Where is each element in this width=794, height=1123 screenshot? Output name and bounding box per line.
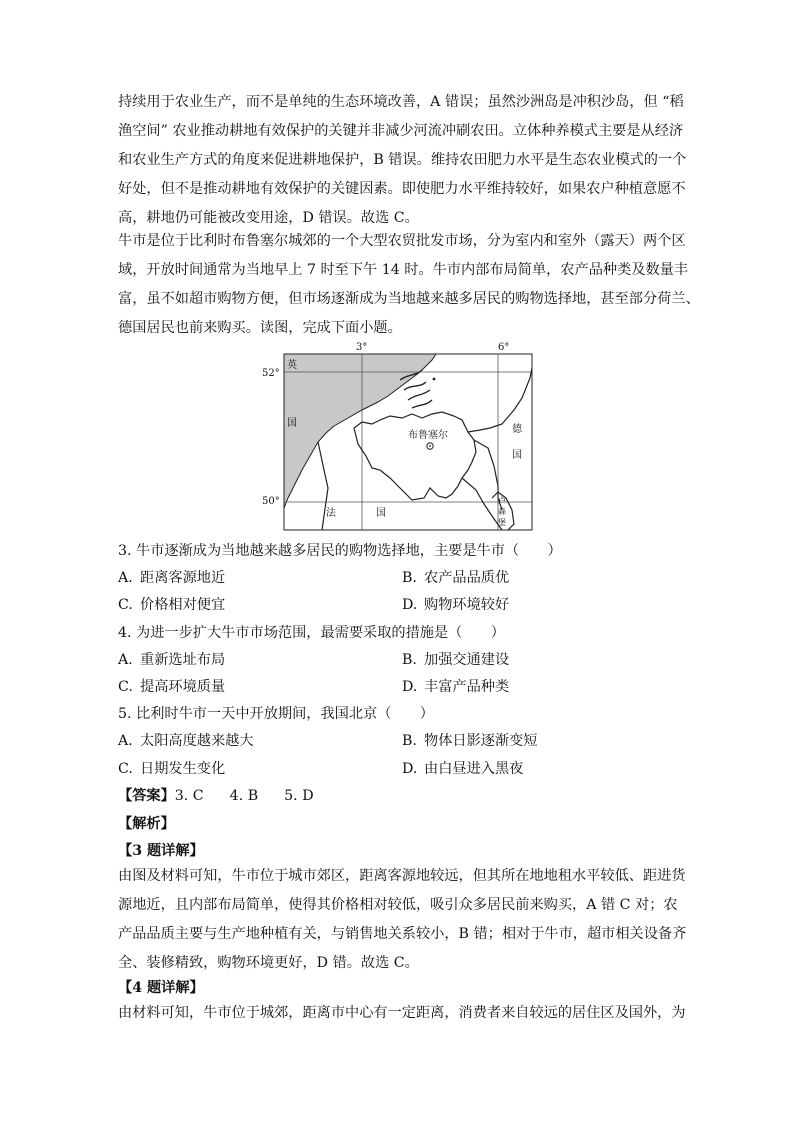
question-3-option-c — [118, 594, 225, 616]
capital-dot — [429, 445, 431, 447]
answer-label: 【答案】 — [118, 788, 175, 804]
question-5-option-b — [402, 730, 538, 752]
option-letter: B. — [402, 733, 417, 749]
belgium-map — [262, 338, 552, 538]
text-line: 牛市是位于比利时布鲁塞尔城郊的一个大型农贸批发市场，分为室内和室外（露天）两个区 — [118, 233, 686, 249]
option-text: 物体日影逐渐变短 — [424, 733, 538, 749]
q3-detail-text — [118, 862, 687, 978]
question-3-stem: 3. 牛市逐渐成为当地越来越多居民的购物选择地，主要是牛市（ ） — [118, 543, 562, 559]
question-5-stem: 5. 比利时牛市一天中开放期间，我国北京（ ） — [118, 706, 434, 722]
text-line: 由图及材料可知，牛市位于城市郊区，距离客源地较远，但其所在地地租水平较低、距进货 — [118, 868, 686, 884]
text-line: 和农业生产方式的角度来促进耕地保护，B 错误。维持农田肥力水平是生态农业模式的一个 — [118, 152, 687, 168]
option-letter: C. — [118, 679, 133, 695]
option-text: 购物环境较好 — [424, 597, 510, 613]
germany-label-2: 国 — [512, 450, 522, 461]
question-4-option-a — [118, 649, 225, 671]
option-letter: A. — [118, 570, 133, 586]
text-line: 持续用于农业生产，而不是单纯的生态环境改善，A 错误；虽然沙洲岛是冲积沙岛，但 “稻 — [118, 94, 684, 110]
paragraph-previous-answer — [118, 88, 687, 233]
text-line: 好处，但不是推动耕地有效保护的关键因素。即使肥力水平维持较好，如果农户种植意愿不 — [118, 181, 686, 197]
option-text: 加强交通建设 — [424, 652, 510, 668]
option-text: 价格相对便宜 — [140, 597, 226, 613]
question-5-option-c — [118, 758, 225, 780]
question-5-option-a — [118, 730, 254, 752]
paragraph-material — [118, 227, 700, 343]
option-letter: C. — [118, 761, 133, 777]
option-letter: D. — [402, 597, 418, 613]
text-line: 域，开放时间通常为当地早上 7 时至下午 14 时。牛市内部布局简单，农产品种类及数量丰 — [118, 262, 689, 278]
question-3-option-b — [402, 567, 509, 589]
question-3-option-a — [118, 567, 225, 589]
question-4-stem: 4. 为进一步扩大牛市市场范围，最需要采取的措施是（ ） — [118, 625, 505, 641]
lat-label-50: 50° — [262, 496, 280, 507]
option-letter: C. — [118, 597, 133, 613]
uk-label-1: 英 — [287, 360, 297, 371]
question-4-option-d — [402, 676, 509, 698]
answer-line — [118, 785, 314, 807]
option-letter: A. — [118, 733, 133, 749]
lon-label-3: 3° — [356, 342, 368, 353]
option-text: 提高环境质量 — [140, 679, 226, 695]
q4-detail-text — [118, 999, 686, 1028]
text-line: 德国居民也前来购买。读图，完成下面小题。 — [118, 320, 402, 336]
option-letter: B. — [402, 652, 417, 668]
q3-detail-label: 【3 题详解】 — [118, 843, 204, 859]
text-line: 高，耕地仍可能被改变用途，D 错误。故选 C。 — [118, 210, 419, 226]
luxembourg-label-1: 卢 — [498, 496, 506, 505]
france-label-2: 国 — [376, 508, 386, 519]
text-line: 由材料可知，牛市位于城郊，距离市中心有一定距离，消费者来自较远的居住区及国外，为 — [118, 1005, 686, 1021]
germany-label-1: 德 — [512, 424, 522, 435]
option-text: 农产品品质优 — [424, 570, 510, 586]
text-line: 产品品质主要与生产地种植有关，与销售地关系较小，B 错；相对于牛市，超市相关设备齐 — [118, 926, 687, 942]
option-text: 日期发生变化 — [140, 761, 226, 777]
text-line: 富，虽不如超市购物方便，但市场逐渐成为当地越来越多居民的购物选择地，甚至部分荷兰、 — [118, 291, 700, 307]
question-3-option-d — [402, 594, 509, 616]
question-4-option-c — [118, 676, 225, 698]
option-letter: D. — [402, 761, 418, 777]
option-text: 重新选址布局 — [140, 652, 226, 668]
text-line: 全、装修精致，购物环境更好，D 错。故选 C。 — [118, 955, 419, 971]
small-marker — [433, 378, 436, 381]
option-text: 丰富产品种类 — [424, 679, 510, 695]
option-text: 距离客源地近 — [140, 570, 226, 586]
lon-label-6: 6° — [498, 342, 510, 353]
luxembourg-label-2: 森 — [498, 507, 506, 516]
uk-label-2: 国 — [287, 418, 297, 429]
analysis-label: 【解析】 — [118, 816, 175, 832]
france-label-1: 法 — [326, 508, 336, 519]
option-letter: B. — [402, 570, 417, 586]
text-line: 渔空间” 农业推动耕地有效保护的关键并非减少河流冲刷农田。立体种养模式主要是从经济 — [118, 123, 684, 139]
answer-item: 5. D — [284, 788, 314, 804]
lat-label-52: 52° — [262, 368, 280, 379]
question-5-option-d — [402, 758, 523, 780]
option-text: 太阳高度越来越大 — [140, 733, 254, 749]
option-letter: D. — [402, 679, 418, 695]
brussels-label: 布鲁塞尔 — [408, 430, 448, 441]
belgium-border — [354, 412, 476, 500]
text-line: 源地近，且内部布局简单，使得其价格相对较低，吸引众多居民前来购买，A 错 C 对；农 — [118, 897, 678, 913]
answer-item: 4. B — [229, 788, 259, 804]
option-letter: A. — [118, 652, 133, 668]
option-text: 由白昼进入黑夜 — [424, 761, 524, 777]
luxembourg-label-3: 堡 — [498, 518, 506, 527]
answer-item: 3. C — [174, 788, 204, 804]
germany-border — [468, 368, 532, 510]
q4-detail-label: 【4 题详解】 — [118, 980, 204, 996]
question-4-option-b — [402, 649, 509, 671]
